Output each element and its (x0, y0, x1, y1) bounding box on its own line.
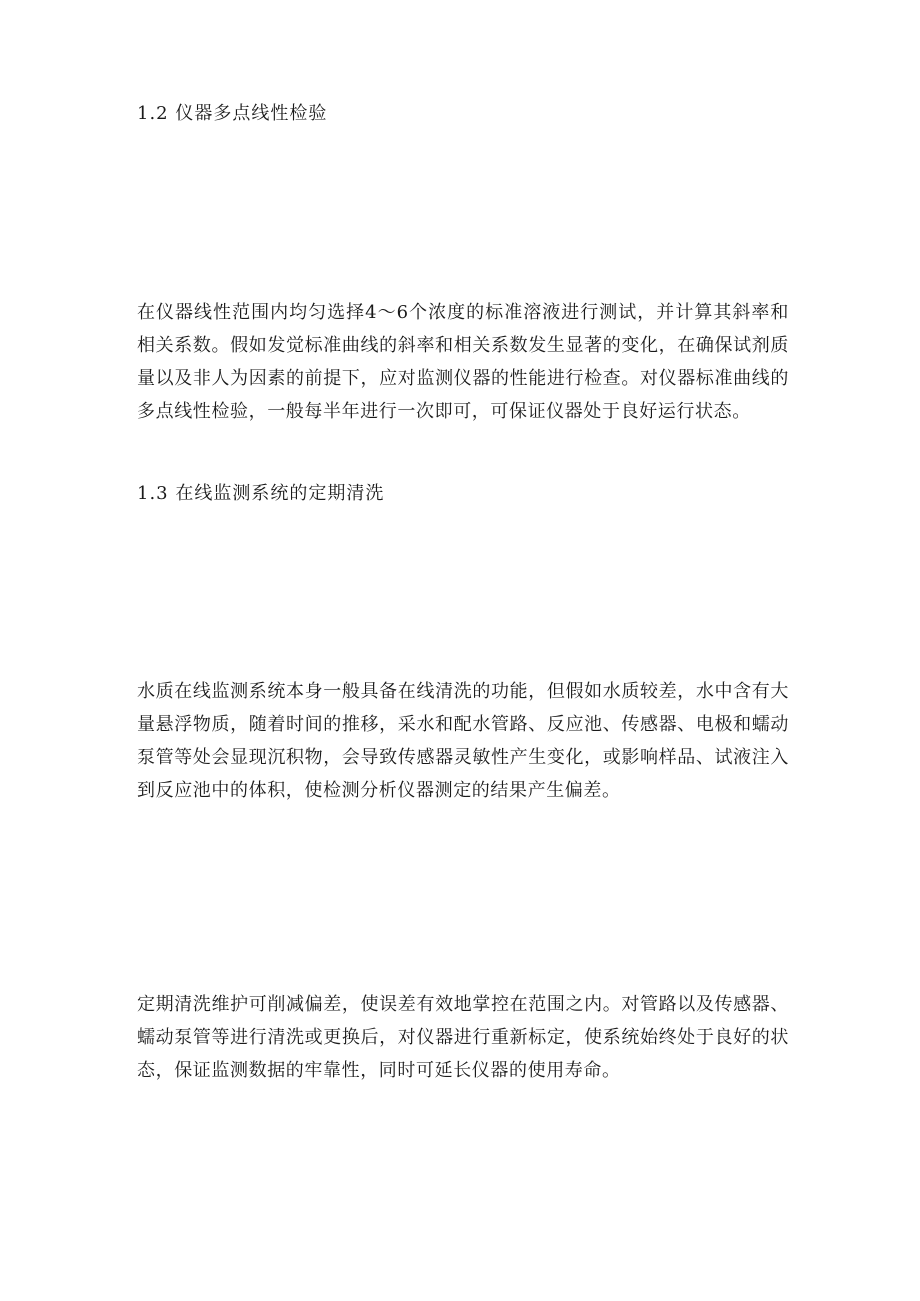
section-heading-1-2: 1.2 仪器多点线性检验 (137, 103, 328, 124)
paragraph-cleaning-maintenance: 定期清洗维护可削减偏差，使误差有效地掌控在范围之内。对管路以及传感器、蠕动泵管等进行清洗或更换后，对仪器进行重新标定，使系统始终处于良好的状态，保证监测数据的牢靠性，同时可延长仪器的使用寿命。 (137, 994, 789, 1081)
section-heading-1-3: 1.3 在线监测系统的定期清洗 (137, 483, 385, 504)
paragraph-cleaning-function: 水质在线监测系统本身一般具备在线清洗的功能，但假如水质较差，水中含有大量悬浮物质，随着时间的推移，采水和配水管路、反应池、传感器、电极和蠕动泵管等处会显现沉积物，会导致传感器灵敏性产生变化，或影响样品、试液注入到反应池中的体积，使检测分析仪器测定的结果产生偏差。 (137, 681, 789, 801)
paragraph-linearity-check: 在仪器线性范围内均匀选择4～6个浓度的标准溶液进行测试，并计算其斜率和相关系数。假如发觉标准曲线的斜率和相关系数发生显著的变化，在确保试剂质量以及非人为因素的前提下，应对监测仪器的性能进行检查。对仪器标准曲线的多点线性检验，一般每半年进行一次即可，可保证仪器处于良好运行状态。 (137, 302, 789, 422)
